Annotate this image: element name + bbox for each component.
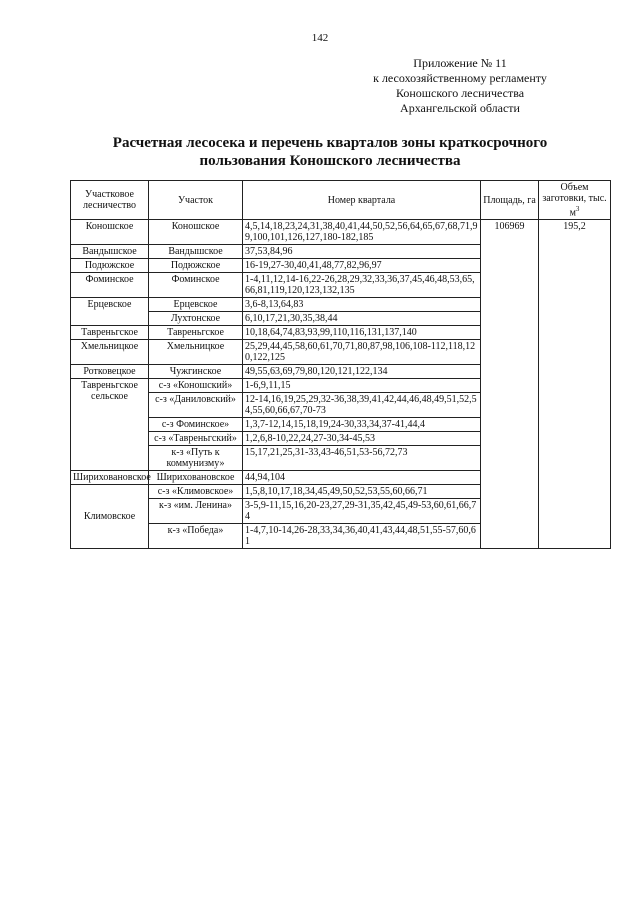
cell-quarters: 15,17,21,25,31-33,43-46,51,53-56,72,73	[243, 446, 481, 471]
cell-site: к-з «Путь к коммунизму»	[149, 446, 243, 471]
cell-quarters: 1-4,11,12,14-16,22-26,28,29,32,33,36,37,45,46,48,53,65,66,81,119,120,123,132,135	[243, 273, 481, 298]
cell-site: Коношское	[149, 220, 243, 245]
document-title	[60, 134, 600, 170]
cell-forestry: Тавреньгское	[71, 326, 149, 340]
appendix-header	[330, 56, 590, 116]
cell-site: с-з «Коношский»	[149, 379, 243, 393]
cell-site: с-з «Климовское»	[149, 485, 243, 499]
cell-area: 106969	[481, 220, 539, 549]
cell-site: Вандышское	[149, 245, 243, 259]
table-header-row	[71, 181, 611, 220]
cell-quarters: 1,2,6,8-10,22,24,27-30,34-45,53	[243, 432, 481, 446]
cell-quarters: 6,10,17,21,30,35,38,44	[243, 312, 481, 326]
cell-forestry: Шириховановское	[71, 471, 149, 485]
table-row	[71, 220, 611, 245]
header-site: Участок	[149, 181, 243, 220]
header-volume-text: Объем заготовки, тыс. м	[542, 182, 607, 219]
cell-site: Чужгинское	[149, 365, 243, 379]
cell-quarters: 37,53,84,96	[243, 245, 481, 259]
cell-forestry: Тавреньгское сельское	[71, 379, 149, 471]
cell-forestry: Подюжское	[71, 259, 149, 273]
cell-quarters: 4,5,14,18,23,24,31,38,40,41,44,50,52,56,64,65,67,68,71,99,100,101,126,127,180-182,185	[243, 220, 481, 245]
cell-site: Шириховановское	[149, 471, 243, 485]
page-number: 142	[311, 32, 329, 44]
appendix-line-1: Приложение № 11	[413, 56, 507, 70]
quarters-table	[70, 180, 611, 549]
cell-site: к-з «им. Ленина»	[149, 499, 243, 524]
header-quarter: Номер квартала	[243, 181, 481, 220]
cell-quarters: 16-19,27-30,40,41,48,77,82,96,97	[243, 259, 481, 273]
header-forestry: Участковое лесничество	[71, 181, 149, 220]
cell-quarters: 1,5,8,10,17,18,34,45,49,50,52,53,55,60,66,71	[243, 485, 481, 499]
cell-site: с-з «Тавреньгский»	[149, 432, 243, 446]
header-volume	[539, 181, 611, 220]
cell-quarters: 25,29,44,45,58,60,61,70,71,80,87,98,106,108-112,118,120,122,125	[243, 340, 481, 365]
cell-quarters: 1,3,7-12,14,15,18,19,24-30,33,34,37-41,44,4	[243, 418, 481, 432]
header-volume-sup: 3	[575, 205, 580, 213]
cell-site: Ерцевское	[149, 298, 243, 312]
cell-quarters: 3-5,9-11,15,16,20-23,27,29-31,35,42,45,49-53,60,61,66,74	[243, 499, 481, 524]
cell-site: к-з «Победа»	[149, 524, 243, 549]
cell-forestry: Климовское	[71, 485, 149, 549]
cell-forestry: Коношское	[71, 220, 149, 245]
cell-site: с-з Фоминское»	[149, 418, 243, 432]
cell-quarters: 1-4,7,10-14,26-28,33,34,36,40,41,43,44,48,51,55-57,60,61	[243, 524, 481, 549]
cell-site: Лухтонское	[149, 312, 243, 326]
title-line-2: пользования Коношского лесничества	[199, 153, 461, 169]
appendix-line-4: Архангельской области	[400, 101, 520, 115]
cell-site: Тавреньгское	[149, 326, 243, 340]
cell-forestry: Фоминское	[71, 273, 149, 298]
cell-quarters: 3,6-8,13,64,83	[243, 298, 481, 312]
cell-site: Хмельницкое	[149, 340, 243, 365]
cell-forestry: Ротковецкое	[71, 365, 149, 379]
header-area: Площадь, га	[481, 181, 539, 220]
title-line-1: Расчетная лесосека и перечень кварталов зоны краткосрочного	[112, 135, 548, 151]
cell-forestry: Ерцевское	[71, 298, 149, 326]
cell-quarters: 12-14,16,19,25,29,32-36,38,39,41,42,44,46,48,49,51,52,54,55,60,66,67,70-73	[243, 393, 481, 418]
cell-forestry: Вандышское	[71, 245, 149, 259]
cell-quarters: 10,18,64,74,83,93,99,110,116,131,137,140	[243, 326, 481, 340]
cell-site: Фоминское	[149, 273, 243, 298]
cell-quarters: 49,55,63,69,79,80,120,121,122,134	[243, 365, 481, 379]
cell-forestry: Хмельницкое	[71, 340, 149, 365]
cell-quarters: 1-6,9,11,15	[243, 379, 481, 393]
cell-volume: 195,2	[539, 220, 611, 549]
cell-site: с-з «Даниловский»	[149, 393, 243, 418]
appendix-line-2: к лесохозяйственному регламенту	[373, 71, 547, 85]
appendix-line-3: Коношского лесничества	[395, 86, 525, 100]
cell-quarters: 44,94,104	[243, 471, 481, 485]
cell-site: Подюжское	[149, 259, 243, 273]
